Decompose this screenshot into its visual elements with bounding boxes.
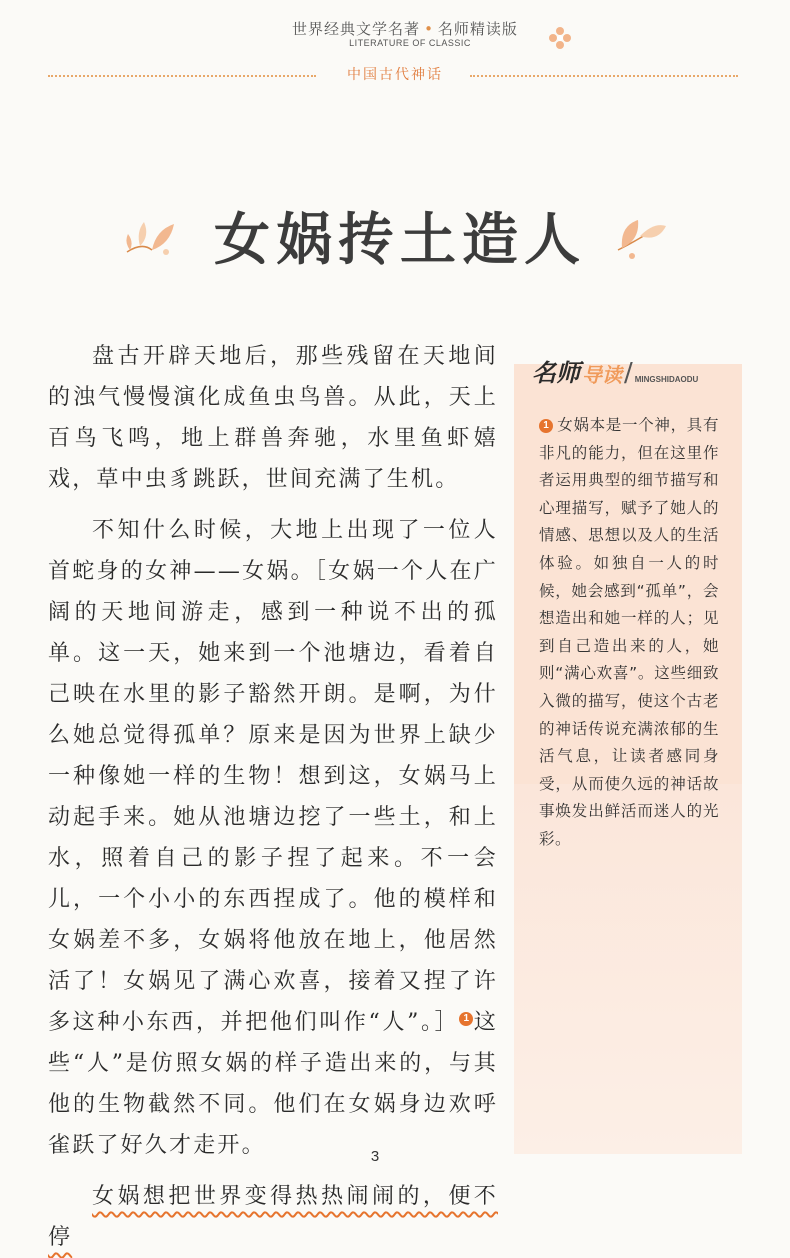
- page-number: 3: [370, 1148, 380, 1165]
- sidebar-head-slash: /: [624, 358, 633, 388]
- paragraph-2-start: 不知什么时候，大地上出现了一位人首蛇身的女神——女娲。: [48, 518, 498, 584]
- paragraph-1: 盘古开辟天地后，那些残留在天地间的浊气慢慢演化成鱼虫鸟兽。从此，天上百鸟飞鸣，地上群兽奔驰，水里鱼虾嬉戏，草中虫豸跳跃，世间充满了生机。: [48, 344, 498, 492]
- sidebar-header: [532, 348, 698, 388]
- annotation-marker[interactable]: 1: [459, 1012, 473, 1026]
- sidebar-note-text: 女娲本是一个神，具有非凡的能力，但在这里作者运用典型的细节描写和心理描写，赋予了她人的情感、思想以及人的生活体验。如独自一人的时候，她会感到“孤单”，会想造出和她一样的人；见到自己造出来的人，她则“满心欢喜”。这些细致入微的描写，使这个古老的神话传说充满浓郁的生活气息，让读者感同身受，从而使久远的神话故事焕发出鲜活而迷人的光彩。: [539, 416, 719, 848]
- series-title-text: 世界经典文学名著: [292, 20, 421, 38]
- header-divider-left: [48, 75, 316, 77]
- main-text: [48, 336, 498, 1258]
- paragraph-2-end: 这些“人”是仿照女娲的样子造出来的，与其他的生物截然不同。他们在女娲身边欢呼雀跃了好久才走开。: [48, 1010, 498, 1158]
- annotated-passage: ［女娲一个人在广阔的天地间游走，感到一种说不出的孤单。这一天，她来到一个池塘边，看着自己映在水里的影子豁然开朗。是啊，为什么她总觉得孤单？原来是因为世界上缺少一种像她一样的生物！想到这，女娲马上动起手来。她从池塘边挖了一些土，和上水，照着自己的影子捏了起来。不一会儿，一个小小的东西捏成了。他的模样和女娲差不多，女娲将他放在地上，他居然活了！女娲见了满心欢喜，接着又捏了许多这种小东西，并把他们叫作“人”。］: [48, 559, 498, 1035]
- series-english: LITERATURE OF CLASSIC: [349, 38, 471, 48]
- series-edition: 名师精读版: [437, 20, 518, 38]
- section-title: 中国古代神话: [347, 67, 443, 83]
- page-title: 女娲抟土造人: [214, 207, 586, 273]
- sidebar-head-daodu: 导读: [582, 363, 622, 387]
- flower-icon: [548, 26, 572, 50]
- header-divider-right: [470, 75, 738, 77]
- leaf-ornament-icon: [610, 212, 670, 262]
- series-title: [240, 18, 570, 39]
- leaf-ornament-icon: [122, 212, 182, 262]
- sidebar-head-mingshi: 名师: [532, 358, 580, 387]
- highlighted-sentence: 女娲想把世界变得热热闹闹的，便不停: [48, 1184, 498, 1250]
- paragraph-3: [48, 1176, 498, 1258]
- bullet-dot: •: [424, 20, 434, 38]
- paragraph-2: [48, 510, 498, 1166]
- sidebar-note: [539, 412, 719, 854]
- sidebar-note-marker: 1: [539, 419, 553, 433]
- sidebar-head-english: MINGSHIDAODU: [634, 375, 699, 384]
